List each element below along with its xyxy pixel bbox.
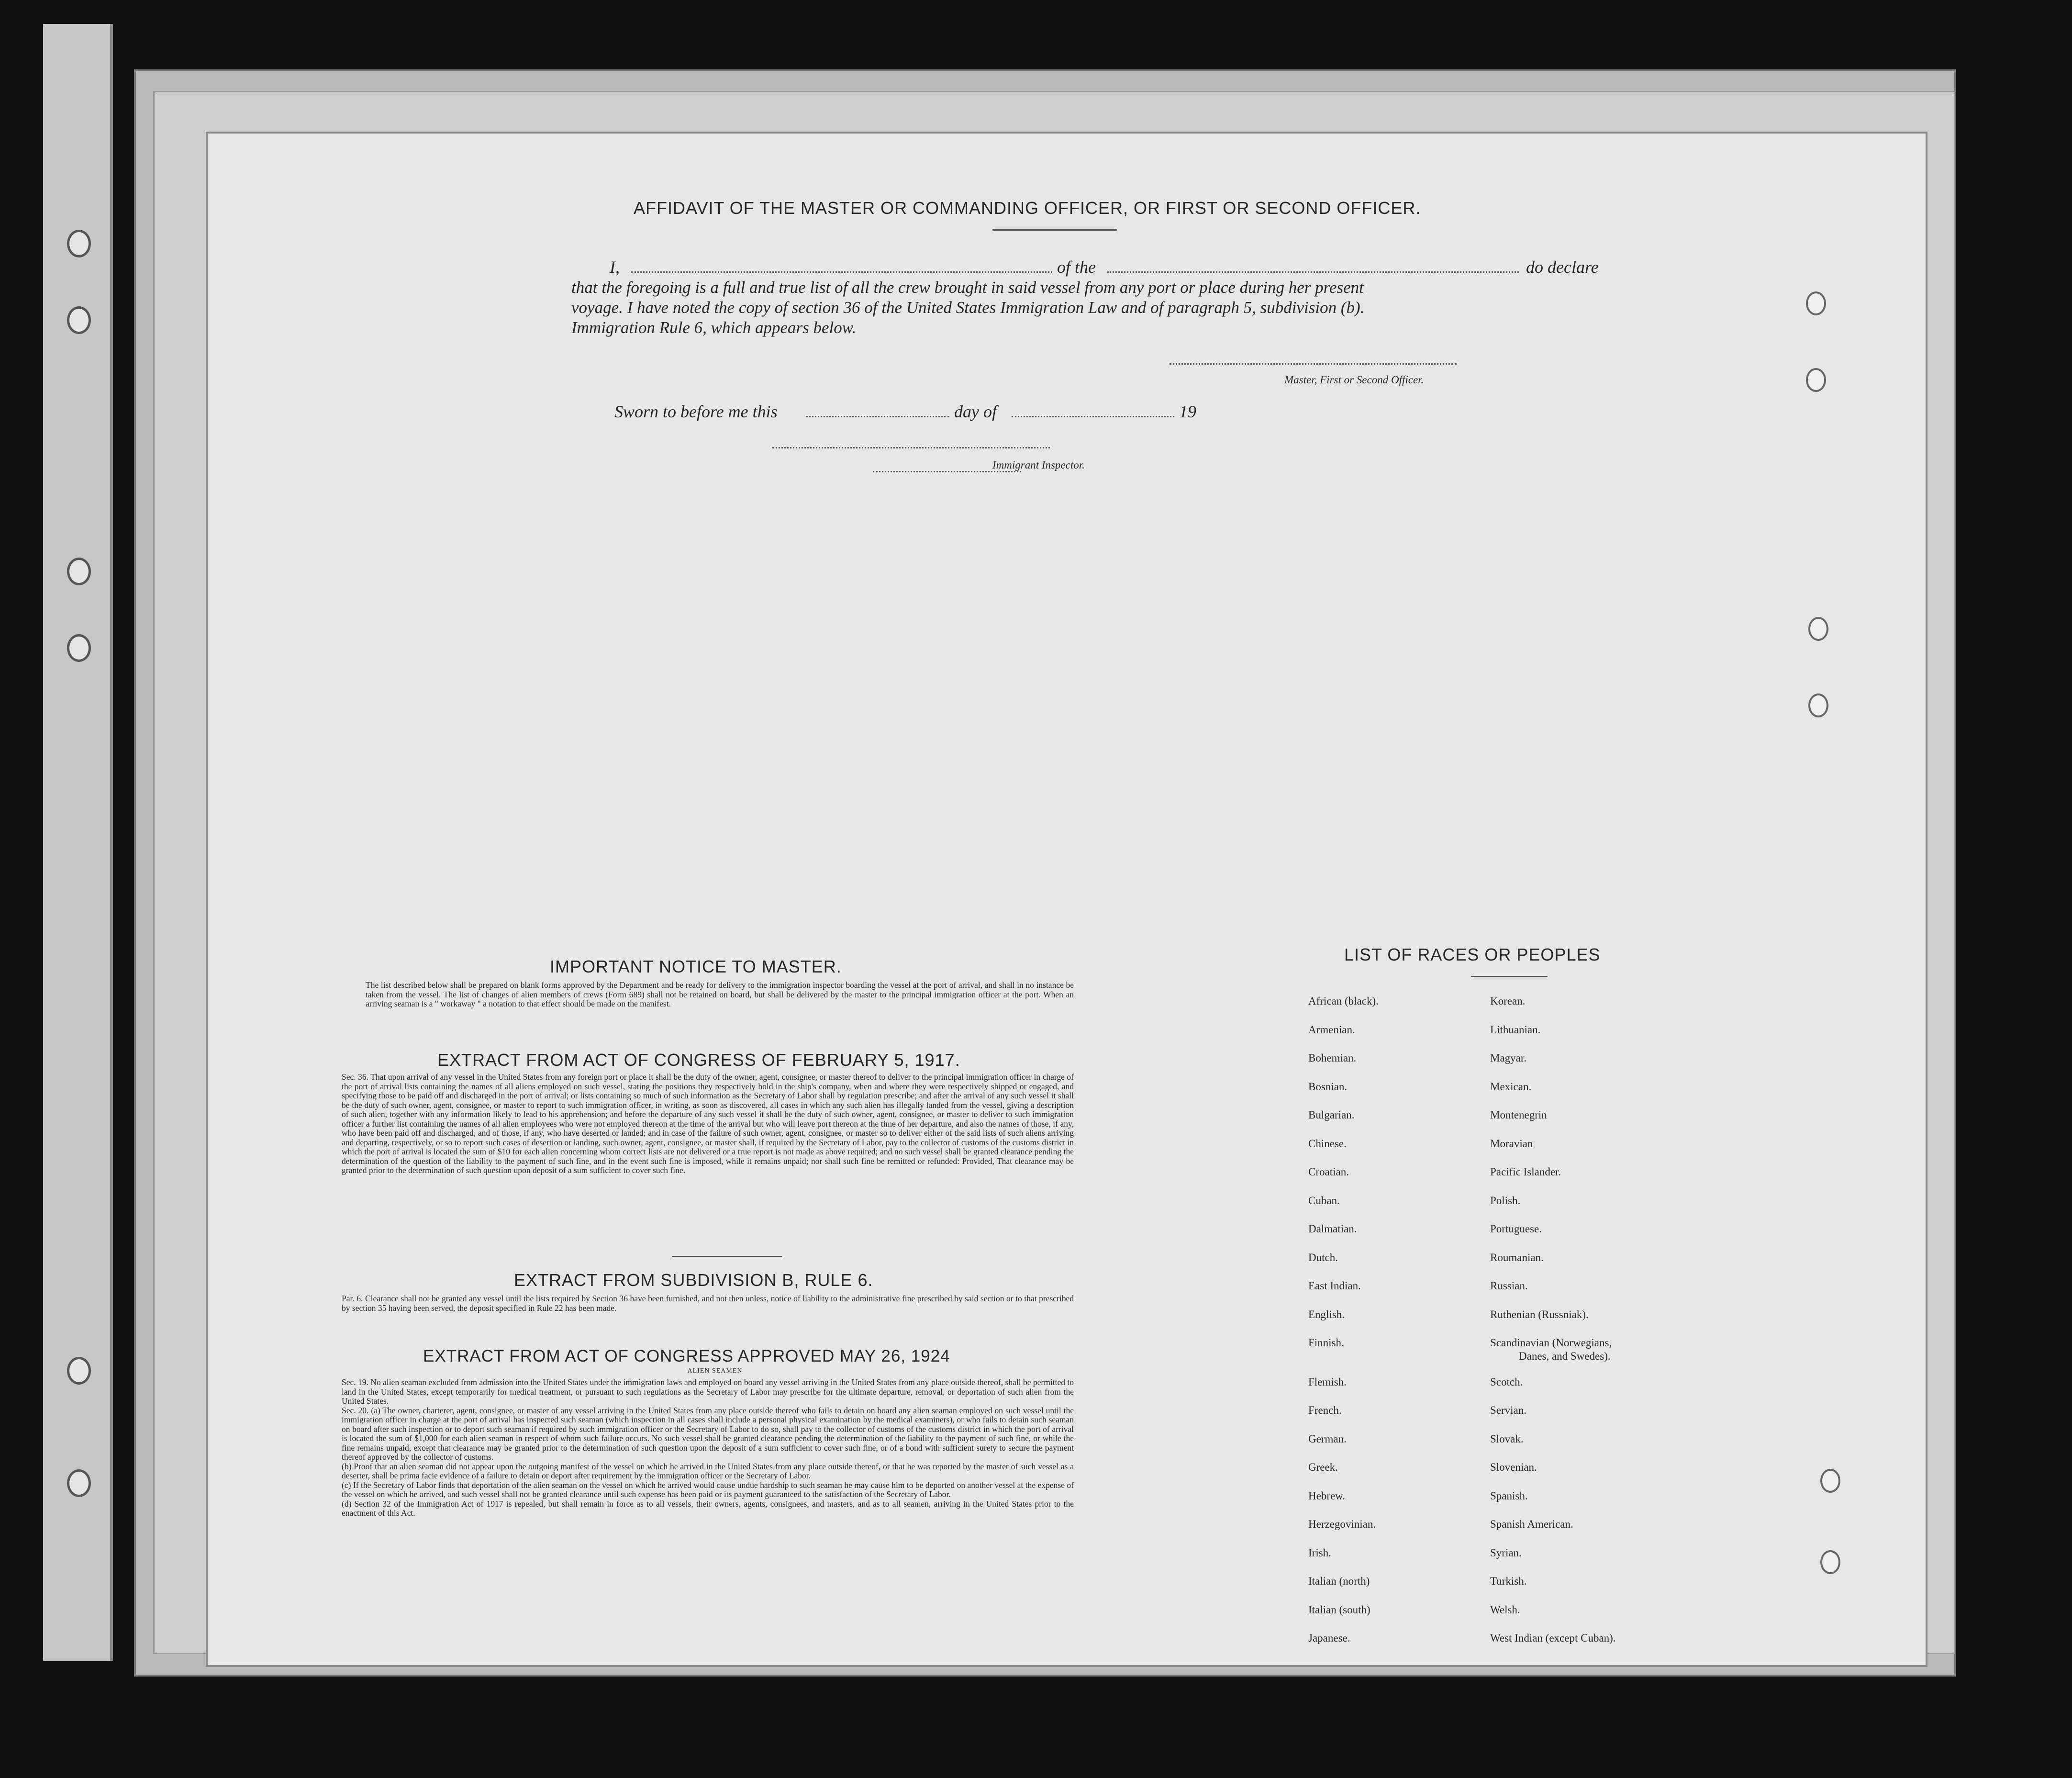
extract-rule6-body: Par. 6. Clearance shall not be granted any vessel until the lists required by Section 36 have been furnished, and not then unless, notice of liability to the administrative fine prescribed by said section or to that prescribed by section 35 having been served, the deposit specified in Rule 22 has been made.	[342, 1294, 1074, 1313]
race-item: Moravian	[1490, 1137, 1533, 1150]
race-item: Finnish.	[1308, 1337, 1344, 1349]
race-item: African (black).	[1308, 995, 1379, 1007]
race-item: Bohemian.	[1308, 1052, 1357, 1064]
race-item: Greek.	[1308, 1461, 1338, 1473]
race-item: Mexican.	[1490, 1080, 1532, 1093]
affidavit-of-the-label: of the	[1057, 257, 1096, 277]
race-item: Bulgarian.	[1308, 1109, 1355, 1121]
race-item: Italian (south)	[1308, 1603, 1370, 1616]
race-item: Flemish.	[1308, 1375, 1347, 1388]
binder-hole	[67, 634, 91, 662]
notice-body: The list described below shall be prepared on blank forms approved by the Department and be ready for delivery to the immigration inspector boarding the vessel at the port of arrival, and shall in no instance be taken from the vessel. The list of changes of alien members of crews (Form 689) shall not be retained on board, but shall be delivered by the master to the principal immigration officer at the port. When an arriving seaman is a " workaway " a notation to that effect should be made on the manifest.	[366, 980, 1074, 1008]
punch-hole	[1808, 693, 1828, 717]
section-20d: (d) Section 32 of the Immigration Act of 1917 is repealed, but shall remain in force as to all vessels, their owners, agents, consignees, and masters, and as to all seamen, arriving in the United States prior to the enactment of this Act.	[342, 1498, 1074, 1518]
binder-hole	[67, 306, 91, 334]
race-item-continuation: Danes, and Swedes).	[1519, 1350, 1611, 1362]
race-item: Welsh.	[1490, 1603, 1520, 1616]
section-20b: (b) Proof that an alien seaman did not appear upon the outgoing manifest of the vessel on which he arrived in the United States from any place outside thereof, or that he was reported by the master of such vessel as a deserter, shall be prima facie evidence of a failure to detain or deport after requirement by the immigration officer or the Secretary of Labor.	[342, 1461, 1074, 1480]
month-blank[interactable]	[1012, 416, 1174, 417]
race-item: Roumanian.	[1490, 1251, 1544, 1264]
race-item: Slovak.	[1490, 1432, 1524, 1445]
race-item: Dalmatian.	[1308, 1223, 1357, 1235]
section-divider	[672, 1256, 782, 1257]
punch-hole	[1806, 368, 1826, 392]
race-item: English.	[1308, 1308, 1345, 1320]
race-item: Pacific Islander.	[1490, 1166, 1561, 1178]
extract-1924-title: EXTRACT FROM ACT OF CONGRESS APPROVED MAY 26, 1924	[423, 1347, 950, 1365]
races-title: LIST OF RACES OR PEOPLES	[1344, 945, 1601, 964]
race-item: Korean.	[1490, 995, 1526, 1007]
race-item: West Indian (except Cuban).	[1490, 1632, 1616, 1644]
punch-hole	[1820, 1550, 1840, 1574]
race-item: Japanese.	[1308, 1632, 1350, 1644]
extract-1924-subtitle: ALIEN SEAMEN	[687, 1367, 743, 1375]
name-blank[interactable]	[631, 271, 1052, 273]
race-item: Italian (north)	[1308, 1575, 1370, 1587]
affidavit-body-line: Immigration Rule 6, which appears below.	[571, 318, 857, 337]
race-item: Bosnian.	[1308, 1080, 1348, 1093]
affidavit-body-line: that the foregoing is a full and true list of all the crew brought in said vessel from any port or place during her present	[571, 278, 1364, 297]
title-underline	[992, 229, 1117, 231]
affidavit-i-label: I,	[610, 257, 620, 277]
extract-rule6-title: EXTRACT FROM SUBDIVISION B, RULE 6.	[514, 1270, 873, 1290]
race-item: Portuguese.	[1490, 1223, 1542, 1235]
signature-line[interactable]	[1170, 363, 1457, 365]
race-item: Scandinavian (Norwegians,	[1490, 1337, 1612, 1349]
section-20c: (c) If the Secretary of Labor finds that deportation of the alien seaman on the vessel on which he arrived would cause undue hardship to such seaman he may cause him to be deported on another vessel at the expense of the vessel on which he arrived, and such vessel shall not be granted clearance until such expense has been paid or its payment guaranteed to the satisfaction of the Secretary of Labor.	[342, 1480, 1074, 1499]
race-item: Slovenian.	[1490, 1461, 1537, 1473]
race-item: Spanish American.	[1490, 1518, 1573, 1530]
day-of-label: day of	[954, 402, 997, 421]
punch-hole	[1806, 291, 1826, 315]
day-blank[interactable]	[806, 416, 949, 417]
document-page	[206, 132, 1927, 1667]
sworn-label: Sworn to before me this	[614, 402, 778, 421]
race-item: Scotch.	[1490, 1375, 1523, 1388]
affidavit-title: AFFIDAVIT OF THE MASTER OR COMMANDING OFFICER, OR FIRST OR SECOND OFFICER.	[634, 198, 1421, 218]
binder-hole	[67, 558, 91, 585]
affidavit-declare-label: do declare	[1526, 257, 1599, 277]
races-underline	[1471, 976, 1548, 977]
punch-hole	[1808, 617, 1828, 641]
race-item: Dutch.	[1308, 1251, 1338, 1264]
race-item: Irish.	[1308, 1546, 1331, 1559]
extract-1917-body: Sec. 36. That upon arrival of any vessel in the United States from any foreign port or place it shall be the duty of the owner, agent, consignee, or master thereof to deliver to the principal immigration officer in charge of the port of arrival lists containing the names of all aliens employed on such vessel, stating the positions they respectively hold in the ship's company, when and where they were respectively shipped or engaged, and specifying those to be paid off and discharged in the port of arrival; or lists containing so much of such information as the Secretary of Labor shall by regulation prescribe; and after the arrival of any such vessel it shall be the duty of such owner, agent, consignee, or master to report to such immigration officer, in writing, as soon as discovered, all cases in which any such alien has illegally landed from the vessel, giving a description of such alien, together with any information likely to lead to his apprehension; and before the departure of any such vessel it shall be the duty of such owner, agent, consignee, or master to deliver to such immigration officer a further list containing the names of all alien employees who were not employed thereon at the time of the arrival but who will leave port thereon at the time of her departure, and also the names of those, if any, who have been paid off and discharged, and of those, if any, who have deserted or landed; and in case of the failure of such owner, agent, consignee, or master so to deliver either of the said lists of such aliens arriving and departing, respectively, or so to report such cases of desertion or landing, such owner, agent, consignee, or master shall, if required by the Secretary of Labor, pay to the collector of customs of the customs district in which the port of arrival is located the sum of $10 for each alien concerning whom correct lists are not delivered or a true report is not made as above required; and no such vessel shall be granted clearance pending the determination of the question of the liability to the payment of such fine, and in the event such fine is imposed, while it remains unpaid; nor shall such fine be remitted or refunded: Provided, That clearance may be granted prior to the determination of such question upon deposit of a sum sufficient to cover such fine.	[342, 1072, 1074, 1175]
binder-hole	[67, 230, 91, 257]
races-right-column	[1490, 995, 1787, 1667]
section-20a: Sec. 20. (a) The owner, charterer, agent, consignee, or master of any vessel arriving in the United States from any place outside thereof who fails to detain on board any alien seaman employed on such vessel until the immigration officer in charge at the port of arrival has inspected such seaman (which inspection in all cases shall include a personal physical examination by the medical examiners), or who fails to detain such seaman on board after such inspection or to deport such seaman if required by such immigration officer or the Secretary of Labor to do so, shall pay to the collector of customs of the customs district in which the port of arrival is located the sum of $1,000 for each alien seaman in respect of whom such failure occurs. No such vessel shall be granted clearance pending the determination of the liability to the payment of such fine, or while the fine remains unpaid, except that clearance may be granted prior to the determination of such question upon the deposit of a sum sufficient to cover such fine, or of a bond with sufficient surety to secure the payment thereof approved by the collector of customs.	[342, 1405, 1074, 1462]
race-item: Cuban.	[1308, 1194, 1340, 1207]
inspector-signature-line[interactable]	[772, 447, 1050, 448]
race-item: Russian.	[1490, 1280, 1528, 1292]
signature-caption: Master, First or Second Officer.	[1284, 374, 1424, 386]
race-item: Turkish.	[1490, 1575, 1527, 1587]
extract-1917-title: EXTRACT FROM ACT OF CONGRESS OF FEBRUARY 5, 1917.	[437, 1050, 960, 1070]
race-item: Spanish.	[1490, 1489, 1528, 1502]
race-item: Chinese.	[1308, 1137, 1347, 1150]
affidavit-body-line: voyage. I have noted the copy of section 36 of the United States Immigration Law and of paragraph 5, subdivision (b).	[571, 298, 1365, 317]
race-item: Servian.	[1490, 1404, 1527, 1416]
race-item: Lithuanian.	[1490, 1023, 1541, 1036]
race-item: German.	[1308, 1432, 1347, 1445]
race-item: Herzegovinian.	[1308, 1518, 1376, 1530]
binder-strip	[43, 24, 113, 1661]
race-item: Polish.	[1490, 1194, 1521, 1207]
race-item: East Indian.	[1308, 1280, 1361, 1292]
race-item: Croatian.	[1308, 1166, 1349, 1178]
punch-hole	[1820, 1469, 1840, 1493]
extract-1924-body	[342, 1378, 1074, 1518]
race-item: Montenegrin	[1490, 1109, 1547, 1121]
vessel-blank[interactable]	[1107, 271, 1519, 273]
year-label: 19	[1179, 402, 1196, 421]
binder-hole	[67, 1469, 91, 1497]
race-item: Magyar.	[1490, 1052, 1527, 1064]
race-item: French.	[1308, 1404, 1342, 1416]
race-item: Armenian.	[1308, 1023, 1355, 1036]
binder-hole	[67, 1357, 91, 1385]
inspector-caption: Immigrant Inspector.	[992, 459, 1085, 471]
race-item: Hebrew.	[1308, 1489, 1346, 1502]
race-item: Ruthenian (Russniak).	[1490, 1308, 1589, 1320]
race-item: Syrian.	[1490, 1546, 1522, 1559]
section-19: Sec. 19. No alien seaman excluded from admission into the United States under the immigration laws and employed on board any vessel arriving in the United States from any place outside thereof, shall be permitted to land in the United States, except temporarily for medical treatment, or pursuant to such regulations as the Secretary of Labor may prescribe for the ultimate departure, removal, or deportation of such alien from the United States.	[342, 1377, 1074, 1406]
notice-title: IMPORTANT NOTICE TO MASTER.	[550, 957, 842, 976]
